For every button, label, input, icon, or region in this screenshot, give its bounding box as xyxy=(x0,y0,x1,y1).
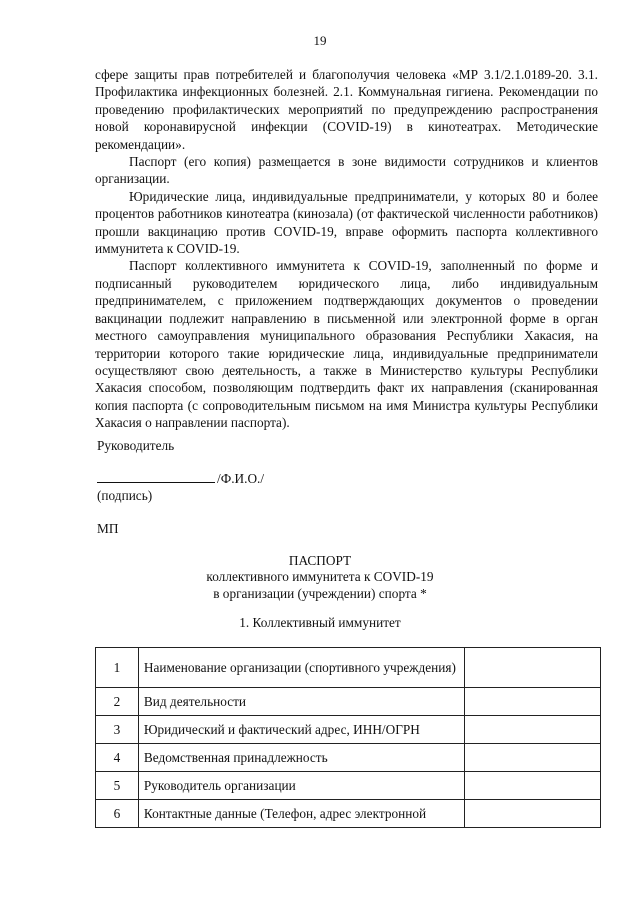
row-label: Контактные данные (Телефон, адрес электронной xyxy=(138,800,464,828)
table-row xyxy=(96,648,601,688)
row-label: Вид деятельности xyxy=(138,688,464,716)
row-value[interactable] xyxy=(464,648,600,688)
passport-subtitle-2: в организации (учреждении) спорта * xyxy=(213,586,427,601)
passport-title: ПАСПОРТ xyxy=(288,553,352,568)
stamp-label: МП xyxy=(97,521,119,536)
row-value[interactable] xyxy=(464,772,600,800)
row-label: Ведомственная принадлежность xyxy=(138,744,464,772)
section-title: 1. Коллективный иммунитет xyxy=(239,615,401,630)
table-row xyxy=(96,800,601,828)
body-text xyxy=(95,66,598,432)
table-row xyxy=(96,716,601,744)
table-row xyxy=(96,688,601,716)
table-row xyxy=(96,744,601,772)
row-label: Наименование организации (спортивного учреждения) xyxy=(138,648,464,688)
immunity-table xyxy=(95,647,601,828)
signature-line-row xyxy=(97,470,264,487)
row-number: 2 xyxy=(96,688,139,716)
row-number: 6 xyxy=(96,800,139,828)
row-value[interactable] xyxy=(464,688,600,716)
table-row xyxy=(96,772,601,800)
paragraph: сфере защиты прав потребителей и благополучия человека «МР 3.1/2.1.0189-20. 3.1. Профилактика инфекционных болезней. 2.1. Коммунальная гигиена. Рекомендации по проведению профилактических мероприятий по предупреждению распространения новой коронавирусной инфекции (COVID-19) в кинотеатрах. Методические рекомендации». xyxy=(95,67,598,152)
signature-line xyxy=(97,470,215,483)
row-value[interactable] xyxy=(464,716,600,744)
row-number: 1 xyxy=(96,648,139,688)
page-number: 19 xyxy=(313,33,327,48)
passport-subtitle-1: коллективного иммунитета к COVID-19 xyxy=(206,569,434,584)
sign-label: (подпись) xyxy=(97,488,153,503)
row-label: Руководитель организации xyxy=(138,772,464,800)
row-number: 4 xyxy=(96,744,139,772)
row-number: 5 xyxy=(96,772,139,800)
fio-label: /Ф.И.О./ xyxy=(217,471,265,486)
paragraph: Паспорт (его копия) размещается в зоне видимости сотрудников и клиентов организации. xyxy=(95,154,598,187)
paragraph: Паспорт коллективного иммунитета к COVID-19, заполненный по форме и подписанный руководителем юридического лица, либо индивидуальным предпринимателем, с приложением подтверждающих документов о проведении вакцинации подлежит направлению в письменной или электронной форме в орган местного самоуправления муниципального образования Республики Хакасия, на территории которого такие юридические лица, индивидуальные предприниматели осуществляют свою деятельность, а также в Министерство культуры Республики Хакасия способом, позволяющим подтвердить факт их направления (сканированная копия паспорта (с сопроводительным письмом на имя Министра культуры Республики Хакасия о направлении паспорта). xyxy=(95,258,598,431)
row-number: 3 xyxy=(96,716,139,744)
row-label: Юридический и фактический адрес, ИНН/ОГРН xyxy=(138,716,464,744)
paragraph: Юридические лица, индивидуальные предприниматели, у которых 80 и более процентов работников кинотеатра (кинозала) (от фактической численности работников) прошли вакцинацию против COVID-19, вправе оформить паспорта коллективного иммунитета к COVID-19. xyxy=(95,188,598,257)
row-value[interactable] xyxy=(464,744,600,772)
row-value[interactable] xyxy=(464,800,600,828)
head-label: Руководитель xyxy=(97,438,175,453)
